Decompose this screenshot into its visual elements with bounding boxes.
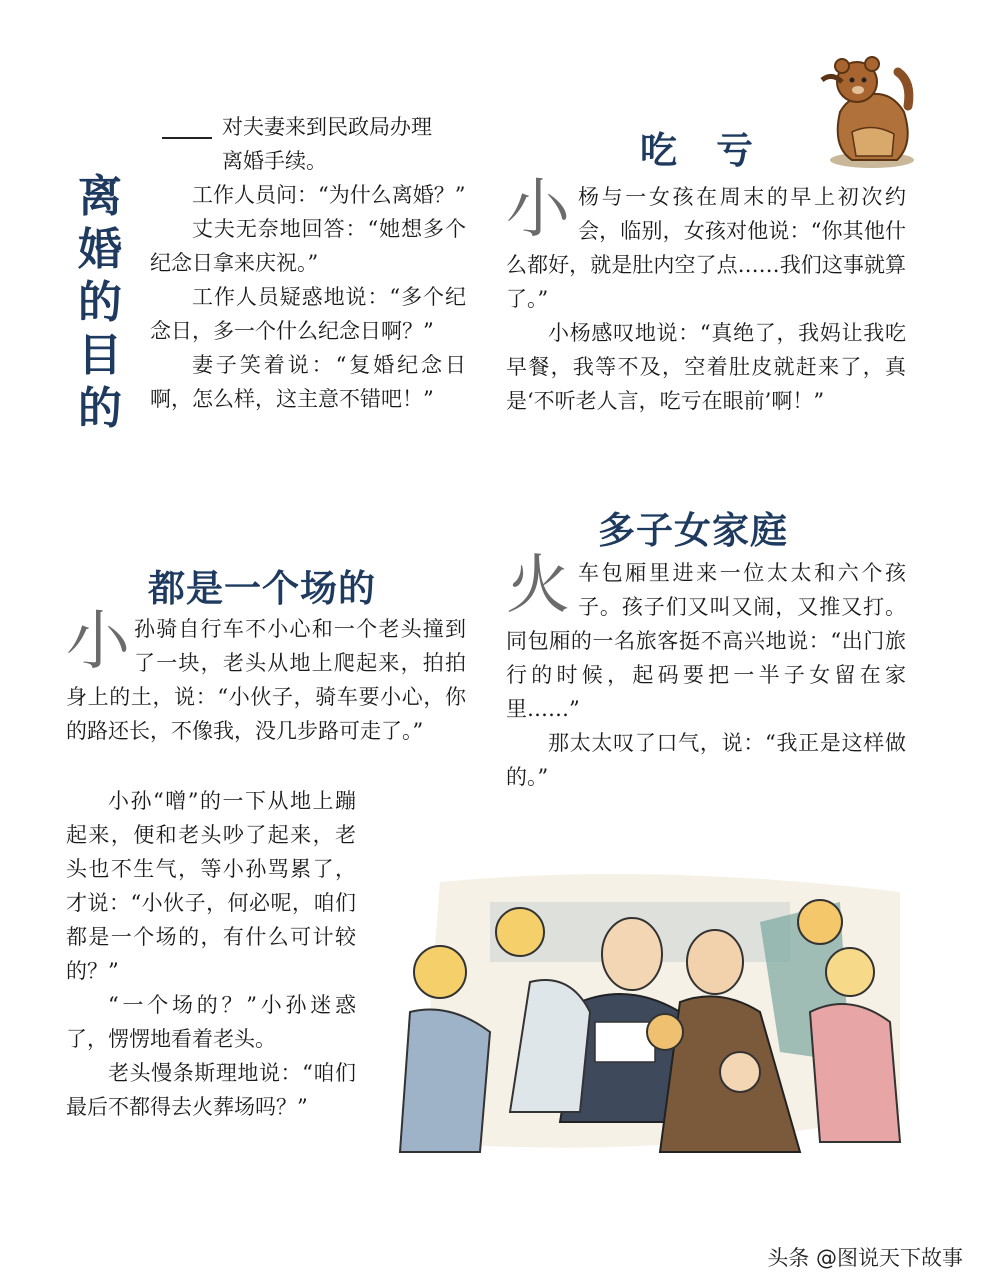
story1-paragraph: 丈夫无奈地回答：“她想多个纪念日拿来庆祝。” [150,217,466,275]
story4-first-text: 车包厢里进来一位太太和六个孩子。孩子们又叫又闹，又推又打。同包厢的一名旅客挺不高兴地说：“出门旅行的时候，起码要把一半子女留在家里……” [506,561,906,721]
story2-paragraph: 小杨感叹地说：“真绝了，我妈让我吃早餐，我等不及，空着肚皮就赶来了，真是‘不听老人言，吃亏在眼前’啊！” [506,321,906,413]
story2-dropcap: 小 [506,173,570,247]
story3-paragraph: 小孙“噌”的一下从地上蹦起来，便和老头吵了起来，老头也不生气，等小孙骂累了，才说：“小伙子，何必呢，咱们都是一个场的，有什么可计较的？” [66,789,356,983]
story1-paragraph: 妻子笑着说：“复婚纪念日啊，怎么样，这主意不错吧！” [150,353,466,411]
title-char: 婚 [78,224,122,275]
story3-dropcap: 小 [66,605,130,679]
story1-title [70,170,130,435]
story1-paragraph: 工作人员疑惑地说：“多个纪念日，多一个什么纪念日啊？” [150,285,466,343]
dropcap-space [66,605,134,680]
story1-opening [222,110,466,178]
story3-paragraph: “一个场的？”小孙迷惑了，愣愣地看着老头。 [66,993,356,1051]
dash-decoration [162,137,212,139]
story4-title: 多子女家庭 [598,509,788,552]
story1-line-2: 离婚手续。 [222,149,327,173]
story3-paragraph: 老头慢条斯理地说：“咱们最后不都得去火葬场吗？” [66,1061,356,1119]
story3-first-paragraph [66,605,466,748]
story2-first-text: 杨与一女孩在周末的早上初次约会，临别，女孩对他说：“你其他什么都好，就是肚内空了点……我们这事就算了。” [506,185,906,311]
story3-continuation [66,784,356,1124]
story3-text [66,605,466,748]
title-char: 的 [78,277,122,328]
dropcap-space [506,549,578,624]
story3-first-text: 孙骑自行车不小心和一个老头撞到了一块，老头从地上爬起来，拍拍身上的土，说：“小伙子，骑车要小心，你的路还长，不像我，没几步路可走了。” [66,617,466,743]
bear-figurine-image [812,52,922,170]
story1-line-1: 对夫妻来到民政局办理 [222,115,432,139]
dropcap-space [506,173,578,248]
title-char: 的 [78,383,122,434]
story2-title: 吃 亏 [640,129,754,172]
story3-title: 都是一个场的 [148,567,376,610]
story1-paragraph: 工作人员问：“为什么离婚？” [192,183,466,207]
watermark: 头条 @图说天下故事 [767,1246,963,1270]
story2-text [506,173,906,418]
story1-body [150,178,466,416]
story2-first-paragraph [506,173,906,316]
story4-text [506,549,906,794]
family-train-illustration [380,862,920,1162]
title-char: 目 [78,330,122,381]
story4-paragraph: 那太太叹了口气，说：“我正是这样做的。” [506,731,906,789]
title-char: 离 [78,171,122,222]
story4-first-paragraph [506,549,906,726]
story4-dropcap: 火 [506,549,570,623]
